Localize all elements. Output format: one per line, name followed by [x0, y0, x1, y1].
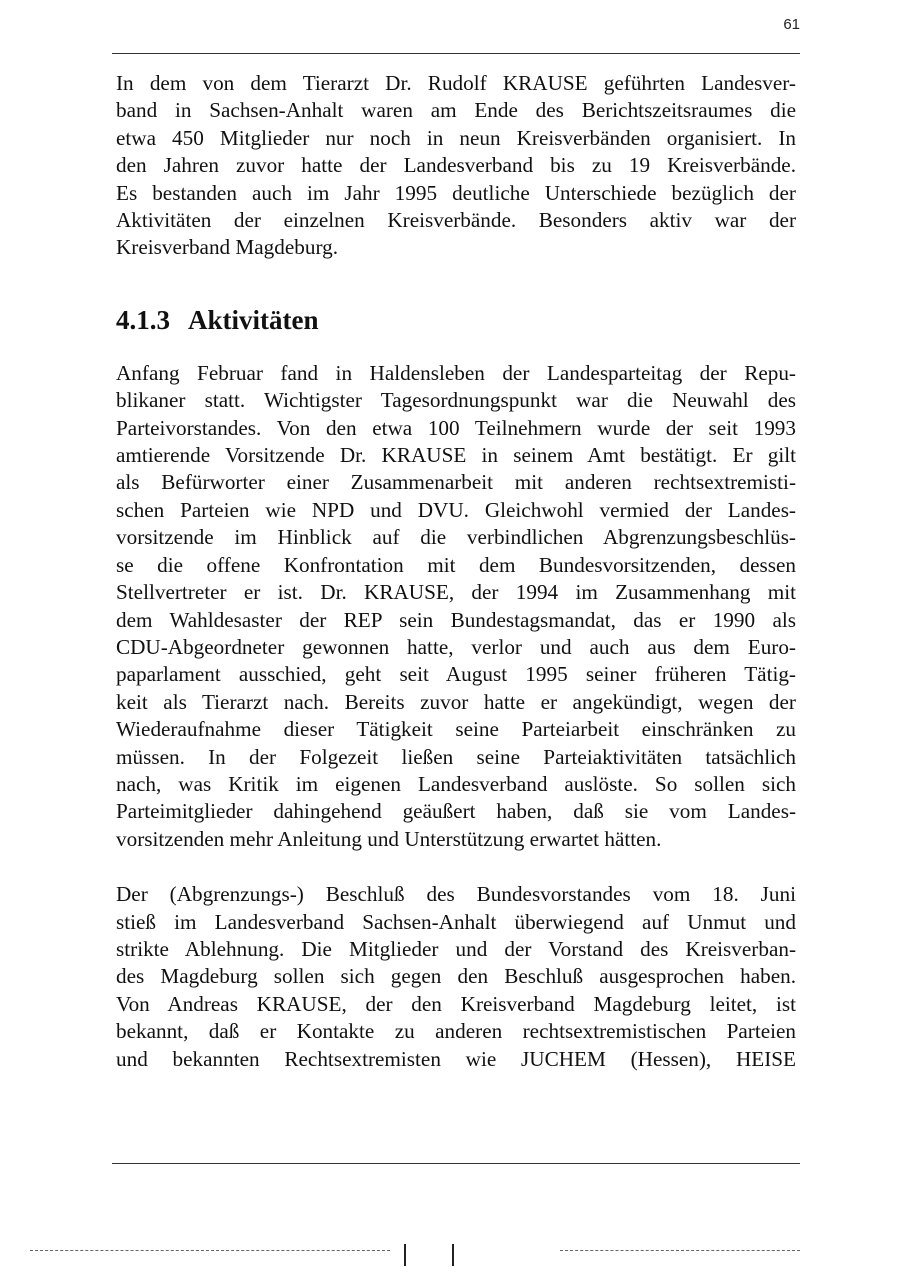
page-number: 61 — [783, 16, 800, 33]
text-line: des Magdeburg sollen sich gegen den Beschluß ausgesprochen haben. — [116, 964, 796, 989]
scan-dash-right — [560, 1250, 800, 1251]
paragraph-activities — [116, 360, 796, 853]
scan-bar-right — [452, 1244, 454, 1266]
text-line: blikaner statt. Wichtigster Tagesordnungspunkt war die Neuwahl des — [116, 388, 796, 413]
text-line: band in Sachsen-Anhalt waren am Ende des Berichtszeitsraumes die — [116, 98, 796, 123]
header-rule — [112, 53, 800, 54]
text-line: strikte Ablehnung. Die Mitglieder und der Vorstand des Kreisverban- — [116, 936, 796, 961]
scan-dash-left — [30, 1250, 390, 1251]
paragraph-intro — [116, 70, 796, 262]
text-line: müssen. In der Folgezeit ließen seine Parteiaktivitäten tatsächlich — [116, 744, 796, 769]
text-line: Parteivorstandes. Von den etwa 100 Teilnehmern wurde der seit 1993 — [116, 415, 796, 440]
paragraph-resolution — [116, 881, 796, 1073]
text-line: dem Wahldesaster der REP sein Bundestagsmandat, das er 1990 als — [116, 607, 796, 632]
text-line: nach, was Kritik im eigenen Landesverband auslöste. So sollen sich — [116, 771, 796, 796]
text-line: schen Parteien wie NPD und DVU. Gleichwohl vermied der Landes- — [116, 497, 796, 522]
text-line: Wiederaufnahme dieser Tätigkeit seine Parteiarbeit einschränken zu — [116, 717, 796, 742]
text-line: CDU-Abgeordneter gewonnen hatte, verlor und auch aus dem Euro- — [116, 634, 796, 659]
text-line: etwa 450 Mitglieder nur noch in neun Kreisverbänden organisiert. In — [116, 125, 796, 150]
text-line: Kreisverband Magdeburg. — [116, 235, 339, 260]
text-line: vorsitzende im Hinblick auf die verbindlichen Abgrenzungsbeschlüs- — [116, 525, 796, 550]
footer-rule — [112, 1163, 800, 1164]
section-number: 4.1.3 — [116, 304, 170, 335]
text-line: Es bestanden auch im Jahr 1995 deutliche Unterschiede bezüglich der — [116, 180, 796, 205]
text-line: stieß im Landesverband Sachsen-Anhalt überwiegend auf Unmut und — [116, 909, 796, 934]
text-line: den Jahren zuvor hatte der Landesverband bis zu 19 Kreisverbände. — [116, 153, 796, 178]
text-line: keit als Tierarzt nach. Bereits zuvor hatte er angekündigt, wegen der — [116, 689, 796, 714]
text-line: bekannt, daß er Kontakte zu anderen rechtsextremistischen Parteien — [116, 1019, 796, 1044]
text-line: amtierende Vorsitzende Dr. KRAUSE in seinem Amt bestätigt. Er gilt — [116, 443, 796, 468]
text-line: als Befürworter einer Zusammenarbeit mit anderen rechtsextremisti- — [116, 470, 796, 495]
text-line: vorsitzenden mehr Anleitung und Unterstützung erwartet hätten. — [116, 826, 662, 851]
text-line: Von Andreas KRAUSE, der den Kreisverband Magdeburg leitet, ist — [116, 991, 796, 1016]
page-body — [116, 70, 796, 1073]
text-line: Aktivitäten der einzelnen Kreisverbände. Besonders aktiv war der — [116, 208, 796, 233]
text-line: Der (Abgrenzungs-) Beschluß des Bundesvorstandes vom 18. Juni — [116, 882, 796, 907]
scan-edge-marks — [0, 1238, 900, 1268]
scan-bar-left — [404, 1244, 406, 1266]
text-line: Anfang Februar fand in Haldensleben der Landesparteitag der Repu- — [116, 360, 796, 385]
text-line: paparlament ausschied, geht seit August 1995 seiner früheren Tätig- — [116, 662, 796, 687]
text-line: Parteimitglieder dahingehend geäußert haben, daß sie vom Landes- — [116, 799, 796, 824]
text-line: Stellvertreter er ist. Dr. KRAUSE, der 1994 im Zusammenhang mit — [116, 580, 796, 605]
text-line: und bekannten Rechtsextremisten wie JUCHEM (Hessen), HEISE — [116, 1046, 796, 1071]
text-line: In dem von dem Tierarzt Dr. Rudolf KRAUSE geführten Landesver- — [116, 71, 796, 95]
section-title: Aktivitäten — [188, 304, 319, 335]
section-heading — [116, 304, 796, 336]
text-line: se die offene Konfrontation mit dem Bundesvorsitzenden, dessen — [116, 552, 796, 577]
